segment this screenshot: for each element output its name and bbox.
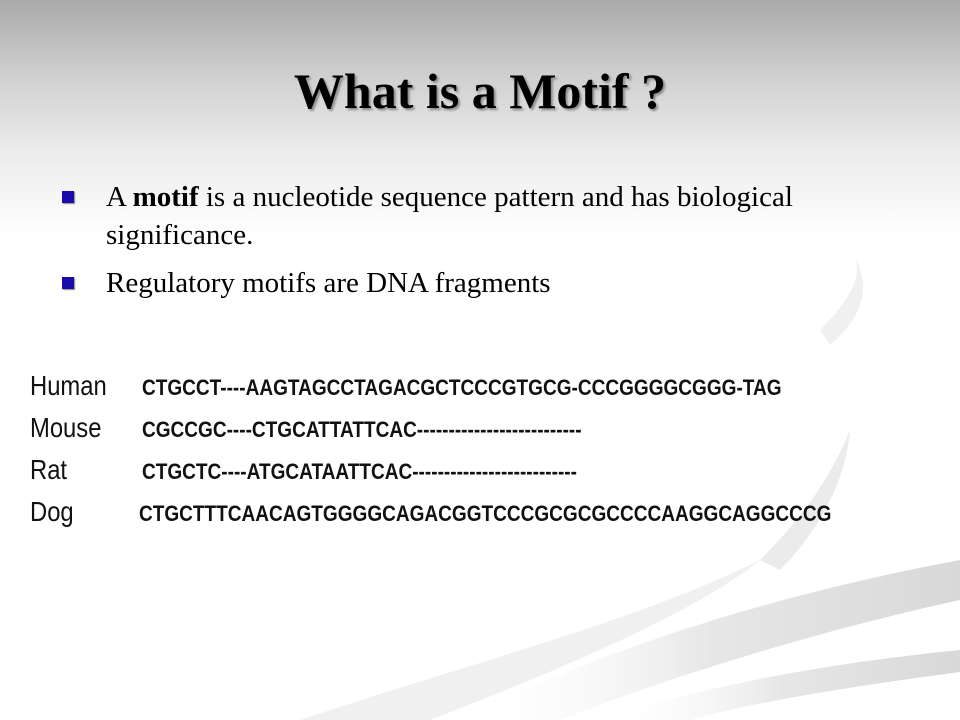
- square-bullet-icon: [62, 277, 74, 289]
- sequence-alignment: [30, 370, 940, 538]
- sequence-text: CTGCTTTCAACAGTGGGGCAGACGGTCCCGCGCGCCCCAAGGCAGGCCCG: [139, 501, 832, 526]
- species-label: Mouse: [30, 412, 102, 443]
- species-label: Human: [30, 370, 107, 401]
- species-label: Dog: [30, 496, 74, 527]
- bullet-text-bold: motif: [132, 181, 199, 213]
- alignment-row-dog: [30, 496, 940, 538]
- bullet-list: [60, 178, 920, 312]
- alignment-row-mouse: [30, 412, 940, 454]
- sequence-text: CTGCTC----ATGCATAATTCAC--------------------------: [142, 459, 577, 484]
- alignment-row-rat: [30, 454, 940, 496]
- bullet-text-pre: Regulatory motifs are DNA fragments: [106, 267, 551, 299]
- square-bullet-icon: [62, 191, 74, 203]
- alignment-row-human: [30, 370, 940, 412]
- bullet-item-motif-definition: [60, 178, 920, 254]
- bullet-item-regulatory-motifs: [60, 264, 920, 302]
- sequence-text: CGCCGC----CTGCATTATTCAC--------------------------: [142, 417, 582, 442]
- species-label: Rat: [30, 454, 68, 485]
- sequence-text: CTGCCT----AAGTAGCCTAGACGCTCCCGTGCG-CCCGGGGCGGG-TAG: [142, 375, 782, 400]
- bullet-text-pre: A: [106, 181, 133, 213]
- slide-title: What is a Motif ?: [293, 63, 667, 119]
- bullet-text-post: is a nucleotide sequence pattern and has biological significance.: [106, 181, 793, 251]
